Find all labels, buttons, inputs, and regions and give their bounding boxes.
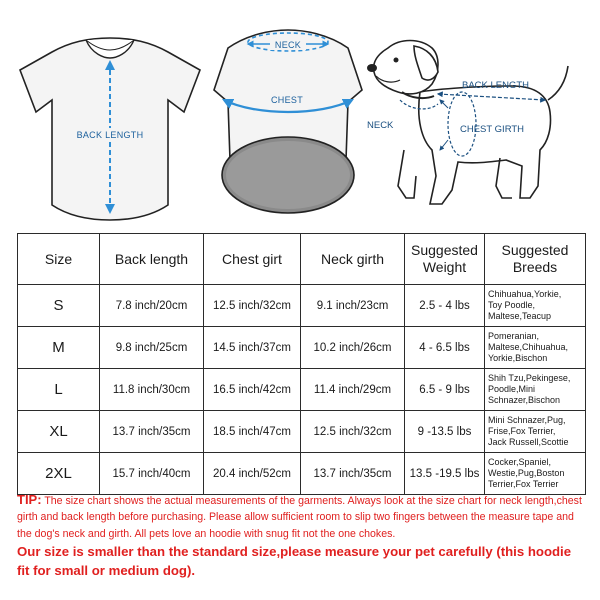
table-row: [18, 327, 586, 369]
table-row: [18, 453, 586, 495]
back-length-cell: 9.8 inch/25cm: [100, 327, 204, 369]
weight-cell: 9 -13.5 lbs: [405, 411, 485, 453]
tip-label: TIP:: [17, 492, 42, 507]
breeds-cell: Pomeranian, Maltese,Chihuahua, Yorkie,Bischon: [485, 327, 586, 369]
header-back-length: Back length: [100, 234, 204, 285]
weight-cell: 13.5 -19.5 lbs: [405, 453, 485, 495]
size-cell: S: [18, 285, 100, 327]
table-header-row: [18, 234, 586, 285]
size-cell: M: [18, 327, 100, 369]
chest-label: CHEST: [270, 95, 304, 105]
breeds-cell: Cocker,Spaniel, Westie,Pug,Boston Terrier,Fox Terrier: [485, 453, 586, 495]
back-length-cell: 7.8 inch/20cm: [100, 285, 204, 327]
neck-cell: 13.7 inch/35cm: [301, 453, 405, 495]
size-cell: XL: [18, 411, 100, 453]
measurement-illustrations: [0, 0, 600, 225]
header-neck: Neck girth: [301, 234, 405, 285]
breeds-cell: Mini Schnazer,Pug, Frise,Fox Terrier, Jack Russell,Scottie: [485, 411, 586, 453]
size-cell: 2XL: [18, 453, 100, 495]
chest-cell: 16.5 inch/42cm: [204, 369, 301, 411]
breeds-cell: Chihuahua,Yorkie, Toy Poodle, Maltese,Teacup: [485, 285, 586, 327]
header-breeds: Suggested Breeds: [485, 234, 586, 285]
chest-cell: 12.5 inch/32cm: [204, 285, 301, 327]
neck-label: NECK: [274, 40, 302, 50]
header-chest: Chest girt: [204, 234, 301, 285]
shirt-front-view: [214, 30, 362, 213]
chest-cell: 18.5 inch/47cm: [204, 411, 301, 453]
header-weight: Suggested Weight: [405, 234, 485, 285]
table-row: [18, 285, 586, 327]
weight-cell: 6.5 - 9 lbs: [405, 369, 485, 411]
neck-cell: 9.1 inch/23cm: [301, 285, 405, 327]
shirt-back-view: [20, 38, 200, 220]
weight-cell: 4 - 6.5 lbs: [405, 327, 485, 369]
chest-cell: 20.4 inch/52cm: [204, 453, 301, 495]
neck-cell: 11.4 inch/29cm: [301, 369, 405, 411]
back-length-cell: 15.7 inch/40cm: [100, 453, 204, 495]
tip-note: [17, 492, 585, 542]
chest-cell: 14.5 inch/37cm: [204, 327, 301, 369]
size-warning: Our size is smaller than the standard size,please measure your pet carefully (this hoodie fit for small or medium dog).: [17, 544, 572, 578]
back-length-cell: 11.8 inch/30cm: [100, 369, 204, 411]
neck-cell: 10.2 inch/26cm: [301, 327, 405, 369]
back-length-label: BACK LENGTH: [76, 130, 144, 140]
header-size: Size: [18, 234, 100, 285]
breeds-cell: Shih Tzu,Pekingese, Poodle,Mini Schnazer,Bischon: [485, 369, 586, 411]
dog-back-length-label: BACK LENGTH: [462, 80, 530, 91]
size-cell: L: [18, 369, 100, 411]
dog-illustration: [367, 41, 568, 205]
table-row: [18, 411, 586, 453]
weight-cell: 2.5 - 4 lbs: [405, 285, 485, 327]
size-chart-table: [17, 233, 586, 495]
back-length-cell: 13.7 inch/35cm: [100, 411, 204, 453]
tip-text: The size chart shows the actual measurements of the garments. Always look at the size chart for neck length,chest girth and back length before purchasing. Please allow sufficient room to slip two fingers between the measure tape and the dog's neck and girth. All pets love an hoodie with snug fit not the one chokes.: [17, 495, 582, 540]
neck-cell: 12.5 inch/32cm: [301, 411, 405, 453]
dog-chest-girth-label: CHEST GIRTH: [460, 124, 525, 135]
dog-neck-label: NECK: [367, 120, 394, 131]
table-row: [18, 369, 586, 411]
